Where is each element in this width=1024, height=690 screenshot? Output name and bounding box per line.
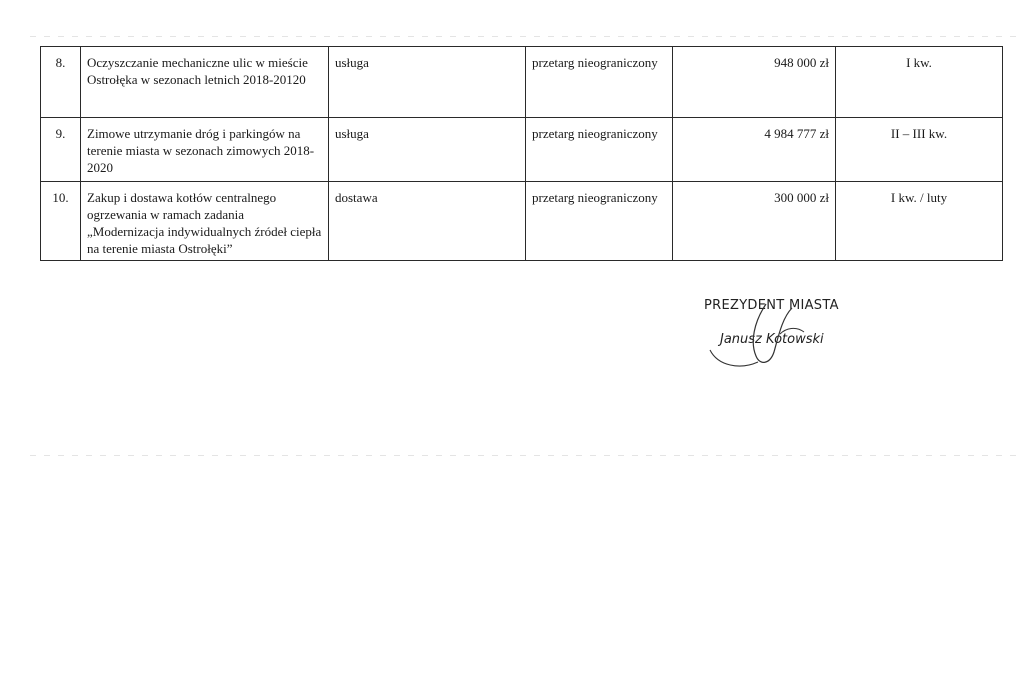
procurement-procedure: przetarg nieograniczony [526,182,673,261]
planned-date: II – III kw. [836,118,1003,182]
table-row [41,47,1003,118]
table-row [41,118,1003,182]
estimated-value: 300 000 zł [673,182,836,261]
contract-subject: Zakup i dostawa kotłów centralnego ogrzewania w ramach zadania „Modernizacja indywidualnych źródeł ciepła na terenie miasta Ostrołęki” [81,182,329,261]
procurement-table [40,46,1003,261]
estimated-value: 4 984 777 zł [673,118,836,182]
table-row [41,182,1003,261]
contract-type: dostawa [329,182,526,261]
scan-artifact-middle [30,455,1020,456]
planned-date: I kw. [836,47,1003,118]
row-number: 9. [41,118,81,182]
scan-artifact-top [30,36,1020,37]
signature-stamp [696,294,876,384]
contract-subject: Zimowe utrzymanie dróg i parkingów na terenie miasta w sezonach zimowych 2018-2020 [81,118,329,182]
contract-type: usługa [329,47,526,118]
contract-type: usługa [329,118,526,182]
row-number: 10. [41,182,81,261]
estimated-value: 948 000 zł [673,47,836,118]
planned-date: I kw. / luty [836,182,1003,261]
signature-title: PREZYDENT MIASTA [704,298,839,313]
row-number: 8. [41,47,81,118]
contract-subject: Oczyszczanie mechaniczne ulic w mieście Ostrołęka w sezonach letnich 2018-20120 [81,47,329,118]
procurement-procedure: przetarg nieograniczony [526,118,673,182]
procurement-procedure: przetarg nieograniczony [526,47,673,118]
signature-name: Janusz Kotowski [720,332,824,347]
